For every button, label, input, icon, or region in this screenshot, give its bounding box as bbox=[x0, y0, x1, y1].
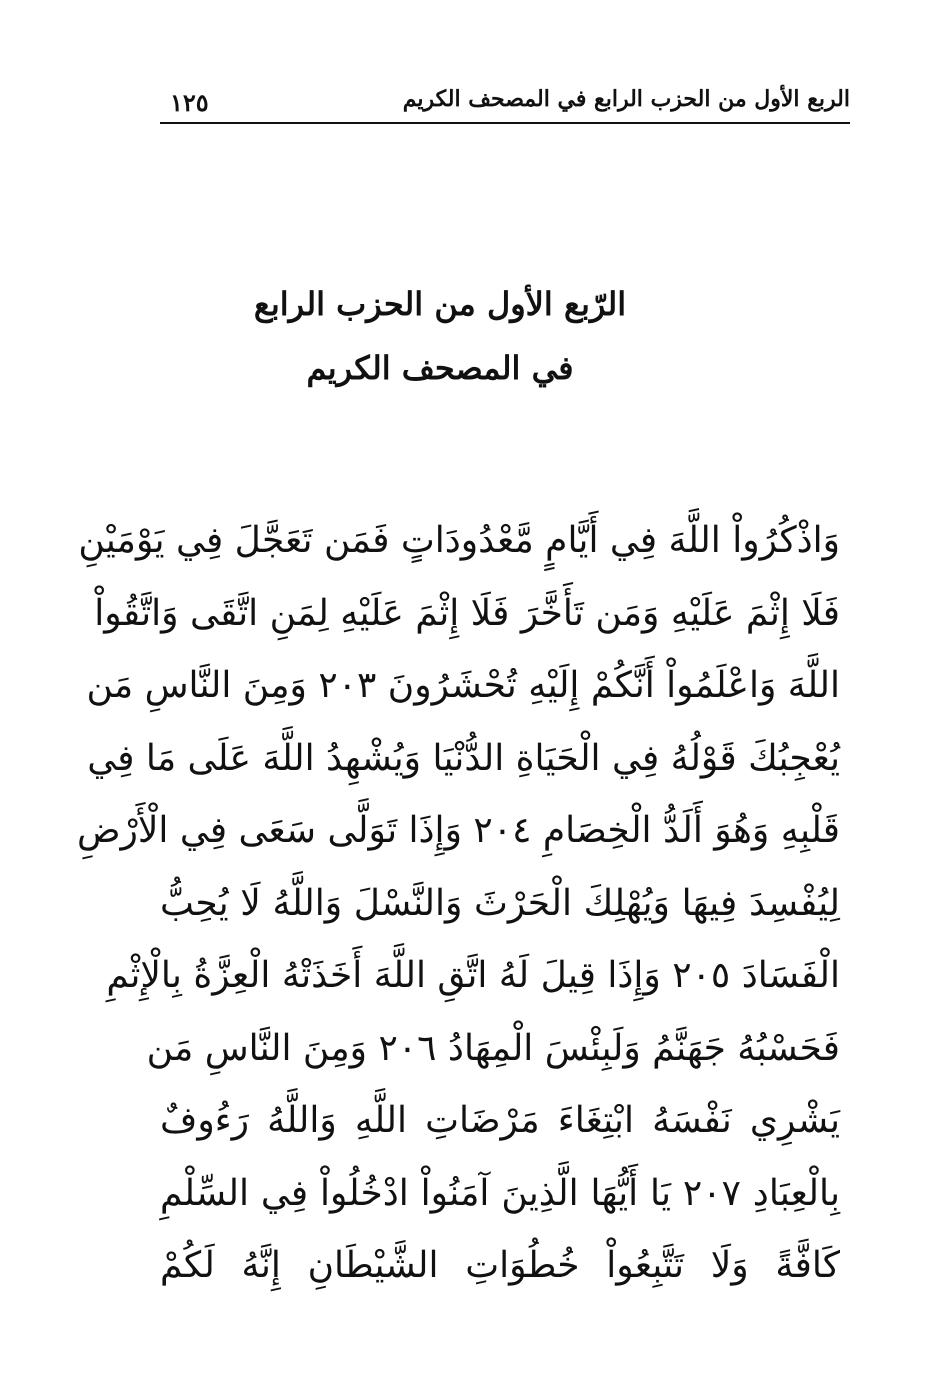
page-header bbox=[160, 80, 850, 124]
verse-line: فَحَسْبُهُ جَهَنَّمُ وَلَبِئْسَ الْمِهَادُ ٢٠٦ وَمِنَ النَّاسِ مَن bbox=[146, 1027, 840, 1069]
verse-line: وَاذْكُرُواْ اللَّهَ فِي أَيَّامٍ مَّعْدُودَاتٍ فَمَن تَعَجَّلَ فِي يَوْمَيْنِ bbox=[78, 520, 840, 561]
running-title: الربع الأول من الحزب الرابع في المصحف الكريم bbox=[402, 86, 850, 112]
section-title-line-2: في المصحف الكريم bbox=[306, 349, 574, 387]
section-title-line-1: الرّبع الأول من الحزب الرابع bbox=[253, 285, 627, 323]
verse-line: كَافَّةً وَلَا تَتَّبِعُواْ خُطُوَاتِ الشَّيْطَانِ إِنَّهُ لَكُمْ bbox=[160, 1245, 840, 1286]
verse-line: فَلَا إِثْمَ عَلَيْهِ وَمَن تَأَخَّرَ فَلَا إِثْمَ عَلَيْهِ لِمَنِ اتَّقَى وَاتَّقُواْ bbox=[94, 592, 840, 634]
verse-text bbox=[76, 505, 840, 1303]
verse-line: قَلْبِهِ وَهُوَ أَلَدُّ الْخِصَامِ ٢٠٤ وَإِذَا تَوَلَّى سَعَى فِي الْأَرْضِ bbox=[76, 810, 840, 851]
verse-line: يُعْجِبُكَ قَوْلُهُ فِي الْحَيَاةِ الدُّنْيَا وَيُشْهِدُ اللَّهَ عَلَى مَا فِي bbox=[87, 737, 840, 779]
verse-line: اللَّهَ وَاعْلَمُواْ أَنَّكُمْ إِلَيْهِ تُحْشَرُونَ ٢٠٣ وَمِنَ النَّاسِ مَن bbox=[86, 665, 840, 706]
verse-line: يَشْرِي نَفْسَهُ ابْتِغَاءَ مَرْضَاتِ اللَّهِ وَاللَّهُ رَءُوفٌ bbox=[160, 1100, 840, 1141]
verse-line: بِالْعِبَادِ ٢٠٧ يَا أَيُّهَا الَّذِينَ آمَنُواْ ادْخُلُواْ فِي السِّلْمِ bbox=[160, 1172, 840, 1214]
page-number: ١٢٥ bbox=[170, 88, 209, 117]
section-title bbox=[200, 272, 680, 400]
verse-line: لِيُفْسِدَ فِيهَا وَيُهْلِكَ الْحَرْثَ وَالنَّسْلَ وَاللَّهُ لَا يُحِبُّ bbox=[160, 882, 840, 924]
verse-line: الْفَسَادَ ٢٠٥ وَإِذَا قِيلَ لَهُ اتَّقِ اللَّهَ أَخَذَتْهُ الْعِزَّةُ بِالْإِثْمِ bbox=[106, 955, 840, 996]
